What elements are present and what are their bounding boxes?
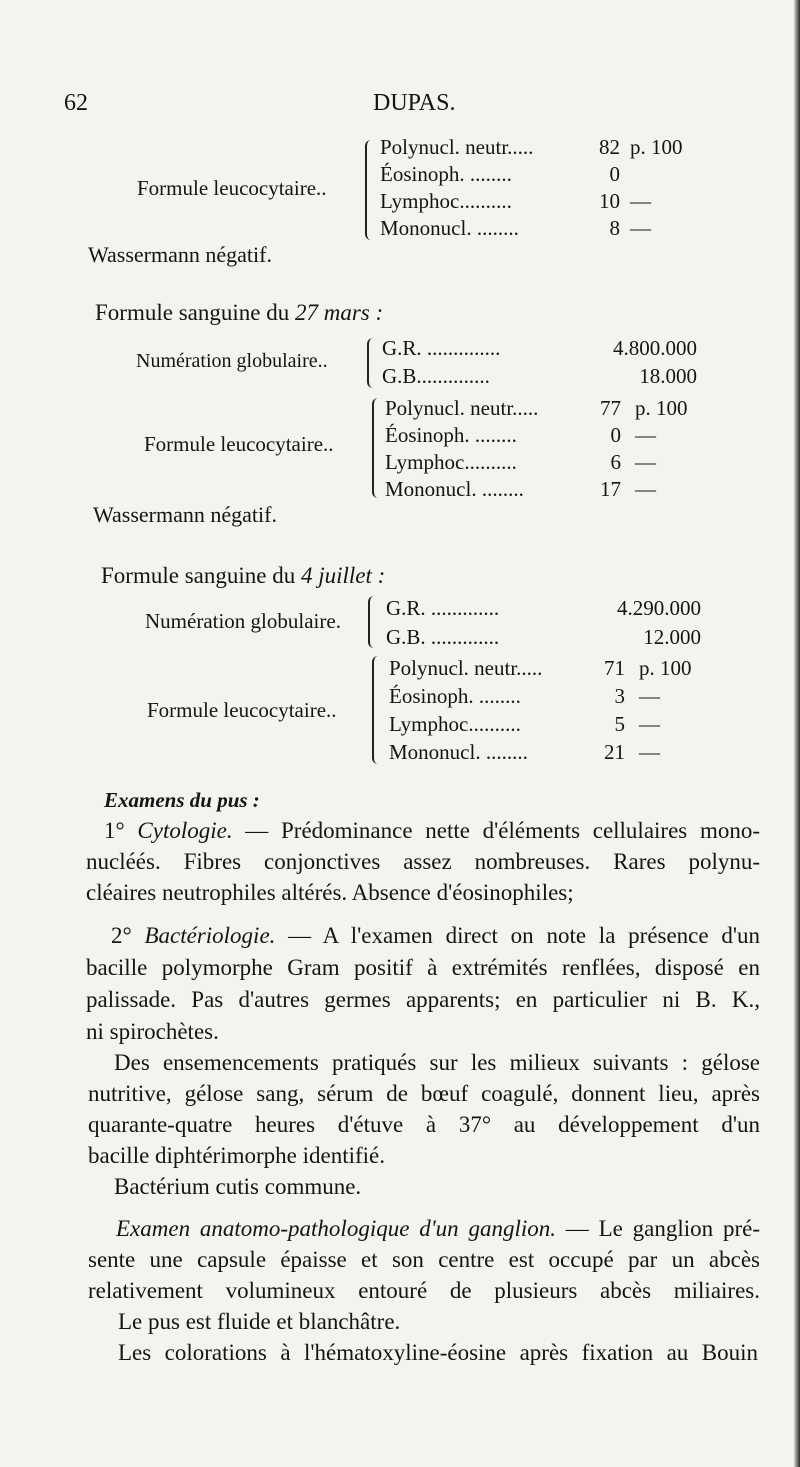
text-line [111, 923, 760, 949]
table-row [386, 625, 706, 654]
numeration-label-3: Numération globulaire. [145, 609, 341, 633]
row-unit: — [630, 189, 651, 213]
row-label: Polynucl. neutr..... [389, 656, 543, 680]
table-row [385, 396, 705, 423]
table-row [385, 477, 705, 504]
row-label: Lymphoc.......... [385, 450, 517, 474]
heading-4-juillet [101, 563, 385, 589]
text-line [86, 987, 760, 1013]
line-text: sente une capsule épaisse et son centre est occupé par un abcès [88, 1247, 760, 1272]
text-line [86, 849, 760, 875]
heading-prefix: Formule sanguine du [101, 563, 296, 588]
line-text: — Prédominance nette d'éléments cellulaires mono- [232, 818, 760, 843]
text-line [88, 1278, 760, 1304]
table-row [389, 712, 709, 740]
wassermann-2: Wassermann négatif. [93, 502, 277, 527]
row-value: 18.000 [639, 364, 697, 388]
text-line: Des ensemencements pratiqués sur les milieux suivants : gélose [114, 1050, 760, 1075]
row-label: G.B.............. [382, 364, 490, 388]
row-label: Mononucl. ........ [389, 740, 528, 764]
row-label: Lymphoc.......... [380, 189, 512, 213]
line-text: ni spirochètes. [86, 1019, 219, 1044]
table-row [389, 684, 709, 712]
heading-date: 27 mars : [294, 300, 384, 325]
section-title: Cytologie. [137, 818, 233, 843]
line-text: Les colorations à l'hématoxyline-éosine après fixation au Bouin [118, 1340, 758, 1365]
section-title: Bactériologie. [144, 923, 276, 948]
item-number: 2° [111, 923, 145, 948]
running-title: DUPAS. [373, 90, 456, 116]
row-unit: p. 100 [639, 656, 692, 680]
row-value: 0 [610, 423, 621, 447]
line-text: — A l'examen direct on note la présence d'un [275, 923, 761, 948]
text-line [86, 955, 760, 981]
text-line [88, 1247, 760, 1273]
text-line: quarante-quatre heures d'étuve à 37° au développement d'un [88, 1112, 760, 1137]
row-label: Éosinoph. ........ [380, 162, 512, 186]
row-value: 82 [599, 135, 620, 159]
table-row [382, 364, 702, 392]
table-row [386, 596, 706, 625]
row-label: Mononucl. ........ [380, 216, 519, 240]
row-unit: — [639, 740, 660, 764]
row-label: Polynucl. neutr..... [385, 396, 539, 420]
row-unit: — [635, 477, 656, 501]
row-unit: — [635, 450, 656, 474]
row-value: 0 [609, 162, 620, 186]
brace-numeration-2 [367, 338, 377, 388]
page-number: 62 [64, 90, 88, 116]
table-row [380, 216, 700, 243]
text-line [86, 1019, 760, 1045]
row-value: 4.800.000 [613, 336, 697, 360]
row-label: Mononucl. ........ [385, 477, 524, 501]
brace-leuco-2 [372, 398, 382, 498]
row-value: 8 [609, 216, 620, 240]
row-label: G.B. ............. [386, 625, 500, 649]
text-line [104, 818, 760, 844]
row-value: 77 [600, 396, 621, 420]
text-line [118, 1340, 758, 1366]
row-value: 5 [614, 712, 625, 736]
row-unit: — [635, 423, 656, 447]
text-line: bacille diphtérimorphe identifié. [88, 1143, 385, 1168]
row-value: 21 [604, 740, 625, 764]
row-value: 6 [610, 450, 621, 474]
table-row [380, 135, 700, 162]
row-label: G.R. .............. [382, 336, 501, 360]
numeration-label-2: Numération globulaire.. [136, 350, 328, 372]
row-label: Éosinoph. ........ [389, 684, 521, 708]
leuco-label-2: Formule leucocytaire.. [144, 432, 334, 456]
table-row [389, 740, 709, 768]
pus-heading: Examens du pus : [104, 788, 260, 812]
leuco-label-1: Formule leucocytaire.. [137, 176, 327, 200]
table-row [380, 162, 700, 189]
row-value: 17 [600, 477, 621, 501]
leuco-label-3: Formule leucocytaire.. [147, 698, 337, 722]
row-label: Polynucl. neutr..... [380, 135, 534, 159]
table-row [380, 189, 700, 216]
brace-leuco-3 [372, 656, 382, 764]
brace-numeration-3 [368, 596, 378, 648]
table-row [385, 450, 705, 477]
text-line [116, 1216, 760, 1242]
item-number: 1° [104, 818, 138, 843]
row-unit: p. 100 [635, 396, 688, 420]
brace-leuco-1 [365, 140, 375, 240]
row-unit: — [630, 216, 651, 240]
line-text: — Le ganglion pré- [555, 1216, 760, 1241]
row-value: 12.000 [643, 625, 701, 649]
row-value: 71 [604, 656, 625, 680]
line-text: nucléés. Fibres conjonctives assez nombreuses. Rares polynu- [86, 849, 760, 874]
row-label: Éosinoph. ........ [385, 423, 517, 447]
line-text: relativement volumineux entouré de plusieurs abcès miliaires. [88, 1278, 760, 1303]
line-text: palissade. Pas d'autres germes apparents; en particulier ni B. K., [86, 987, 760, 1012]
heading-27-mars [95, 300, 383, 326]
table-row [385, 423, 705, 450]
row-unit: — [639, 684, 660, 708]
line-text: cléaires neutrophiles altérés. Absence d'éosinophiles; [86, 880, 574, 905]
line-text: bacille polymorphe Gram positif à extrémités renflées, disposé en [86, 955, 760, 980]
heading-date: 4 juillet : [300, 563, 386, 588]
text-line: nutritive, gélose sang, sérum de bœuf coagulé, donnent lieu, après [88, 1081, 760, 1106]
section-title: Examen anatomo-pathologique d'un ganglion. [116, 1216, 556, 1241]
table-row [382, 336, 702, 364]
row-label: Lymphoc.......... [389, 712, 521, 736]
row-unit: — [639, 712, 660, 736]
wassermann-1: Wassermann négatif. [88, 242, 272, 267]
text-line [86, 880, 760, 906]
row-value: 10 [599, 189, 620, 213]
page-edge-shadow [794, 0, 800, 1467]
heading-prefix: Formule sanguine du [95, 300, 290, 325]
row-value: 3 [614, 684, 625, 708]
text-line [118, 1309, 758, 1335]
row-value: 4.290.000 [617, 596, 701, 620]
table-row [389, 656, 709, 684]
line-text: Le pus est fluide et blanchâtre. [118, 1309, 401, 1334]
row-label: G.R. ............. [386, 596, 500, 620]
row-unit: p. 100 [630, 135, 683, 159]
text-line: Bactérium cutis commune. [114, 1174, 362, 1199]
